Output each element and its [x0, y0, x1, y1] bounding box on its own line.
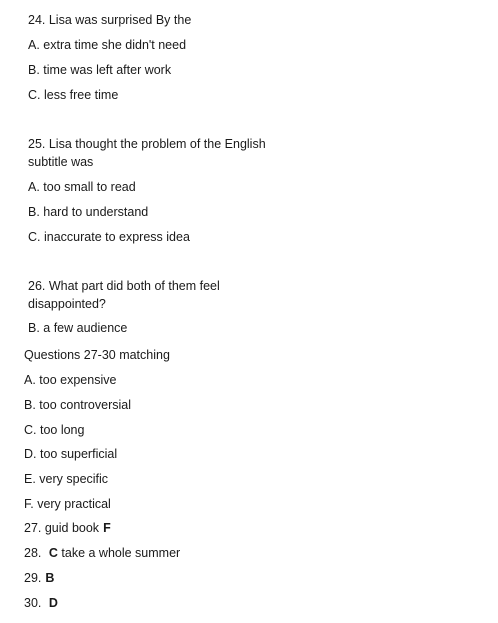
- matching-option-c: C. too long: [24, 423, 85, 437]
- answer-28-note: take a whole summer: [61, 546, 181, 560]
- answer-28-value: C: [48, 546, 58, 560]
- answer-29: [24, 570, 54, 586]
- answer-29-value: B: [45, 571, 55, 585]
- matching-option-e: E. very specific: [24, 472, 109, 486]
- question-25-option-b: B. hard to understand: [28, 205, 149, 219]
- question-24-stem: 24. Lisa was surprised By the: [28, 13, 192, 27]
- answer-30-label: 30.: [24, 596, 42, 610]
- matching-heading: Questions 27-30 matching: [24, 348, 170, 362]
- answer-30: [24, 595, 58, 611]
- question-24-option-c: C. less free time: [28, 88, 119, 102]
- answer-28-label: 28.: [24, 546, 42, 560]
- answer-27: [24, 520, 111, 536]
- matching-option-d: D. too superficial: [24, 447, 118, 461]
- answer-30-value: D: [48, 596, 58, 610]
- matching-option-a: A. too expensive: [24, 373, 117, 387]
- answer-29-label: 29.: [24, 571, 42, 585]
- question-25-stem: 25. Lisa thought the problem of the English subtitle was: [28, 137, 266, 169]
- question-24-option-b: B. time was left after work: [28, 63, 172, 77]
- answer-27-label: 27. guid book: [24, 521, 100, 535]
- matching-option-b: B. too controversial: [24, 398, 131, 412]
- question-26-answer: B. a few audience: [28, 321, 128, 335]
- answer-27-value: F: [103, 521, 111, 535]
- question-25-option-c: C. inaccurate to express idea: [28, 230, 190, 244]
- matching-option-f: F. very practical: [24, 497, 111, 511]
- answer-28: [24, 545, 180, 561]
- question-25-option-a: A. too small to read: [28, 180, 136, 194]
- question-26-stem: 26. What part did both of them feel disappointed?: [28, 279, 220, 311]
- question-24-option-a: A. extra time she didn't need: [28, 38, 187, 52]
